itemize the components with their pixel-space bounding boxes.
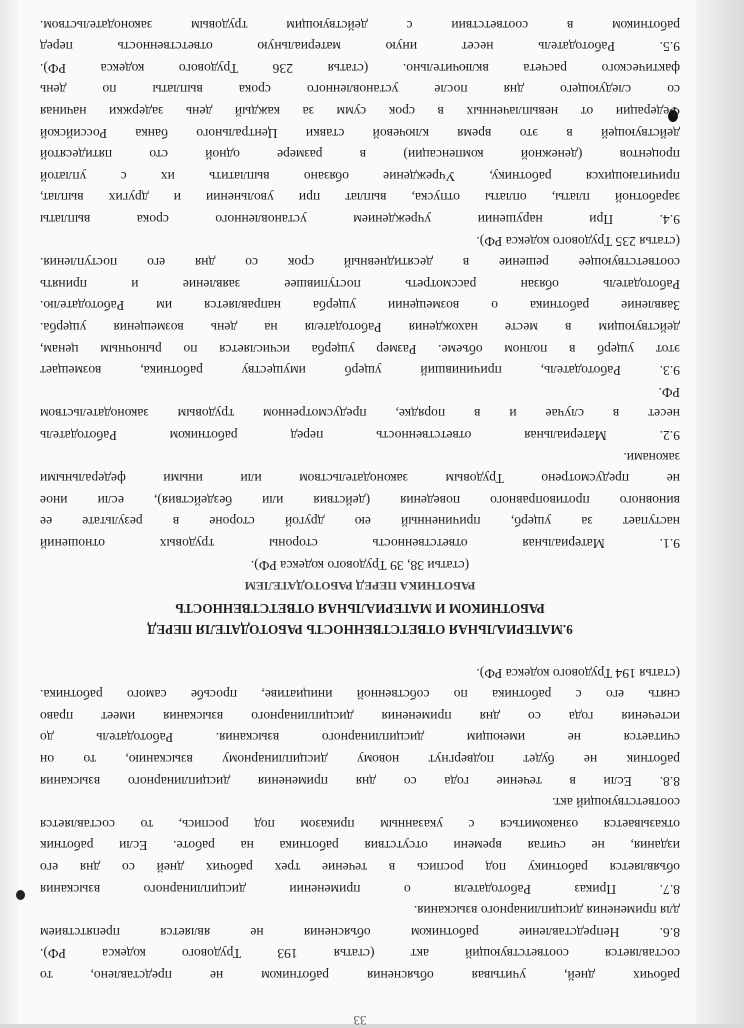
text-line: законами.: [623, 449, 680, 465]
text-line: со следующего дня после установленного срока выплаты по день: [40, 82, 680, 98]
text-line: соответствующее решение в десятидневный срок со дня его поступления.: [40, 255, 680, 271]
text-line: Федерации от невыплаченных в срок сумм за каждый день задержки начиная: [40, 104, 680, 119]
text-line: несет в случае и в порядке, предусмотренном трудовым законодательством: [40, 406, 680, 422]
text-line: для применения дисциплинарного взыскания.: [413, 903, 680, 919]
text-line: (статьи 38, 39 Трудового кодекса РФ).: [250, 557, 470, 573]
text-line: 8.6. Непредставление работником объяснения не является препятствием: [40, 924, 680, 940]
text-line: снять его с работника по собственной инициативе, просьбе самого работника.: [40, 687, 680, 703]
text-line: 8.7. Приказ Работодателя о применении дисциплинарного взыскания: [40, 881, 680, 897]
text-line: отказывается ознакомиться с указанным приказом под роспись, то составляется: [40, 816, 680, 832]
rotated-document-text: [40, 17, 680, 1028]
text-line: не предусмотрено Трудовым законодательством или иными федеральными: [40, 471, 680, 487]
page-number: 33: [353, 1013, 367, 1028]
text-line: 9.2. Материальная ответственность перед работником Работодатель: [40, 428, 680, 443]
text-line: фактического расчета включительно. (статья 236 Трудового кодекса РФ).: [40, 60, 680, 76]
page-edge-shadow: [696, 0, 744, 1024]
text-line: работником в соответствии с действующим трудовым законодательством.: [40, 17, 680, 33]
punch-hole: [16, 890, 25, 900]
text-line: Заявление работника о возмещении ущерба направляется им Работодателю.: [40, 298, 680, 314]
text-line: истечения года со дня применения дисциплинарного взыскания имеет право: [40, 708, 680, 724]
text-line: рабочих дней, учитывая объяснения работником не представлено, то: [40, 968, 680, 983]
text-line: 9.3. Работодатель, причинивший ущерб имуществу работника, возмещает: [40, 363, 680, 379]
text-line: соответствующий акт.: [552, 795, 680, 811]
text-line: Работодатель обязан рассмотреть поступившее заявление и принять: [40, 276, 680, 292]
page-edge-left: [0, 0, 18, 1024]
text-line: РФ.: [658, 384, 680, 400]
text-line: издания, не считая времени отсутствия работника на работе. Если работник: [40, 838, 680, 854]
text-line: (статья 235 Трудового кодекса РФ).: [476, 233, 680, 249]
text-line: заработной платы, оплаты отпуска, выплат при увольнении и других выплат,: [40, 190, 680, 206]
text-line: 9.4. При нарушении учреждением установленного срока выплаты: [40, 212, 680, 227]
text-line: (статья 194 Трудового кодекса РФ).: [476, 665, 680, 681]
text-line: этот ущерб в полном объеме. Размер ущерба исчисляется по рыночным ценам,: [40, 341, 680, 357]
text-line: наступает за ущерб, причиненный ею другой стороне в результате ее: [40, 514, 680, 530]
text-line: 9.1. Материальная ответственность стороны трудовых отношений: [40, 536, 680, 551]
text-line: объявляется работнику под роспись в течение трех рабочих дней со дня его: [40, 860, 680, 875]
text-line: считается не имеющим дисциплинарного взыскания. Работодатель до: [40, 730, 680, 746]
text-line: причитающихся работнику, Учреждение обязано выплатить их с уплатой: [40, 168, 680, 184]
text-line: действующей в это время ключевой ставки Центрального банка Российской: [40, 125, 680, 141]
text-line: процентов (денежной компенсации) в размере одной сто пятидесятой: [40, 147, 680, 163]
text-line: [40, 640, 680, 662]
text-line: составляется соответствующий акт (статья 193 Трудового кодекса РФ).: [40, 946, 680, 962]
text-line: 8.8. Если в течение года со дня применения дисциплинарного взыскания: [40, 773, 680, 789]
text-line: виновного противоправного поведения (действия или бездействия), если иное: [40, 492, 680, 508]
section-heading-line: РАБОТНИКА ПЕРЕД РАБОТОДАТЕЛЕМ: [244, 579, 476, 594]
text-line: 9.5. Работодатель несет иную материальную ответственность перед: [40, 39, 680, 55]
text-line: действующим в месте нахождения Работодателя на день возмещения ущерба.: [40, 320, 680, 335]
text-line: работник не будет подвергнут новому дисциплинарному взысканию, то он: [40, 752, 680, 767]
section-heading-line: 9.МАТЕРИАЛЬНАЯ ОТВЕТСТВЕННОСТЬ РАБОТОДАТЕЛЯ ПЕРЕД: [147, 622, 573, 638]
section-heading-line: РАБОТНИКОМ И МАТЕРИАЛЬНАЯ ОТВЕТСТВЕННОСТЬ: [175, 600, 545, 616]
